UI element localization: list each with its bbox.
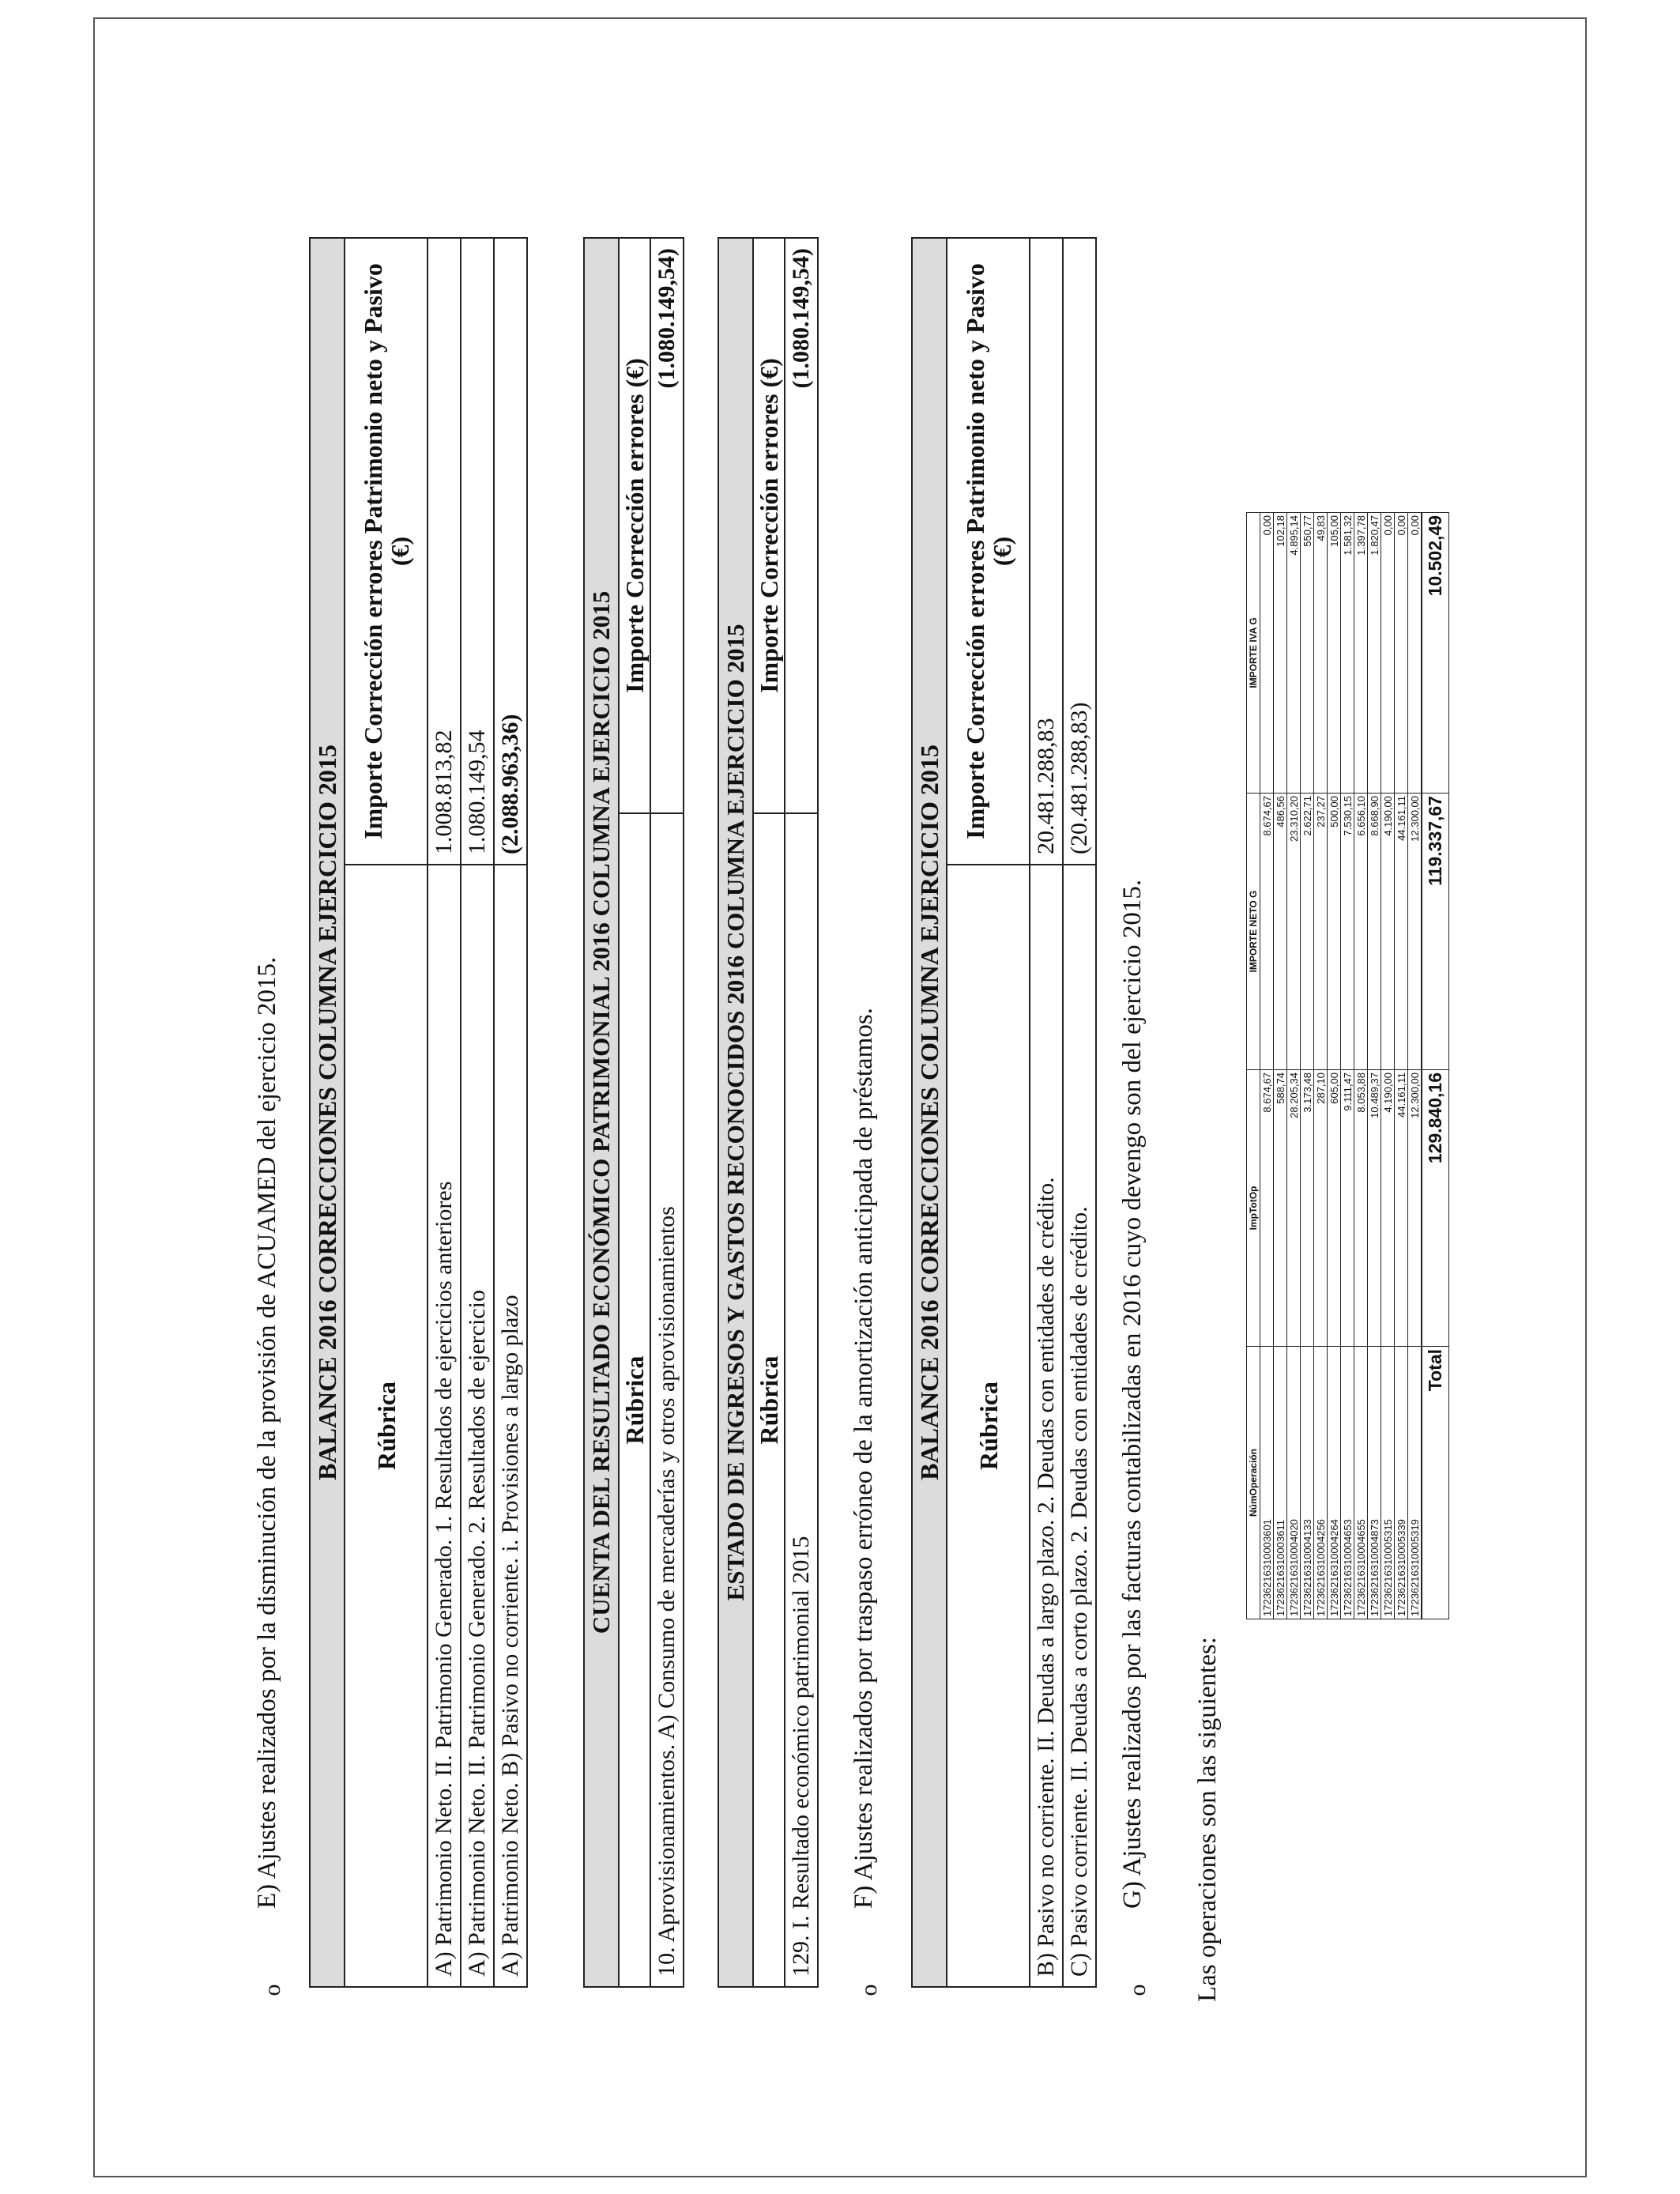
ops-cell-numoperacion: 17236216310004256: [1314, 1347, 1328, 1619]
ops-total-imptotop: 129.840,16: [1422, 1070, 1449, 1347]
col-header-importe: Importe Corrección errores (€): [753, 238, 785, 813]
ops-header-imptotop: ImpTotOp: [1247, 1070, 1260, 1347]
ops-cell-amount: 6.656,10: [1354, 794, 1368, 1070]
ops-cell-amount: 102,18: [1274, 513, 1287, 794]
ops-cell-amount: 10.489,37: [1368, 1070, 1381, 1347]
ops-table-row: [1368, 513, 1381, 1619]
ops-cell-numoperacion: 17236216310004653: [1341, 1347, 1354, 1619]
row-rubrica: C) Pasivo corriente. II. Deudas a corto plazo. 2. Deudas con entidades de crédito.: [1063, 865, 1096, 1987]
ops-cell-amount: 12.300,00: [1408, 794, 1422, 1070]
ops-cell-amount: 0,00: [1395, 513, 1408, 794]
ops-table-row: [1395, 513, 1408, 1619]
ops-cell-numoperacion: 17236216310004873: [1368, 1347, 1381, 1619]
ops-table-row: [1314, 513, 1328, 1619]
ops-cell-amount: 500,00: [1328, 794, 1341, 1070]
ops-total-importe-neto: 119.337,67: [1422, 794, 1449, 1070]
ops-cell-amount: 44.161,11: [1395, 1070, 1408, 1347]
ops-cell-amount: 588,74: [1274, 1070, 1287, 1347]
ops-table-row: [1287, 513, 1301, 1619]
ops-cell-amount: 9.111,47: [1341, 1070, 1354, 1347]
ops-cell-amount: 0,00: [1408, 513, 1422, 794]
ops-total-importe-iva: 10.502,49: [1422, 513, 1449, 794]
section-g-text: G) Ajustes realizados por las facturas contabilizadas en 2016 cuyo devengo son del ejercicio 2015.: [1118, 879, 1147, 1909]
col-header-rubrica: Rúbrica: [753, 813, 785, 1987]
ops-cell-amount: 237,27: [1314, 794, 1328, 1070]
table-title: CUENTA DEL RESULTADO ECONÓMICO PATRIMONIAL 2016 COLUMNA EJERCICIO 2015: [584, 238, 619, 1987]
ops-cell-amount: 0,00: [1381, 513, 1395, 794]
ops-table-row: [1354, 513, 1368, 1619]
ops-table-row: [1274, 513, 1287, 1619]
bullet-e: o: [259, 1984, 285, 1996]
col-header-importe: Importe Corrección errores Patrimonio neto y Pasivo (€): [947, 238, 1030, 865]
col-header-rubrica: Rúbrica: [947, 865, 1030, 1987]
section-e-text: E) Ajustes realizados por la disminución de la provisión de ACUAMED del ejercicio 2015.: [253, 956, 281, 1909]
ops-cell-numoperacion: 17236216310003611: [1274, 1347, 1287, 1619]
bullet-g: o: [1124, 1984, 1151, 1996]
ops-cell-numoperacion: 17236216310004133: [1301, 1347, 1314, 1619]
ops-cell-amount: 28.205,34: [1287, 1070, 1301, 1347]
rotated-page-content: [93, 17, 1587, 2177]
ops-cell-amount: 605,00: [1328, 1070, 1341, 1347]
row-rubrica: B) Pasivo no corriente. II. Deudas a largo plazo. 2. Deudas con entidades de crédito.: [1030, 865, 1063, 1987]
table-title: BALANCE 2016 CORRECCIONES COLUMNA EJERCICIO 2015: [912, 238, 947, 1987]
ops-header-importe-iva: IMPORTE IVA G: [1247, 513, 1260, 794]
ops-table-row: [1341, 513, 1354, 1619]
ops-cell-amount: 1.581,32: [1341, 513, 1354, 794]
row-rubrica: A) Patrimonio Neto. II. Patrimonio Generado. 1. Resultados de ejercicios anteriores: [428, 865, 461, 1987]
row-importe: 1.080.149,54: [461, 238, 494, 865]
ops-cell-numoperacion: 17236216310005339: [1395, 1347, 1408, 1619]
ops-total-label: Total: [1422, 1347, 1449, 1619]
ops-cell-amount: 8.668,90: [1368, 794, 1381, 1070]
row-importe: 1.008.813,82: [428, 238, 461, 865]
ops-cell-amount: 486,56: [1274, 794, 1287, 1070]
section-g-intro: Las operaciones son las siguientes:: [1193, 1637, 1222, 2002]
row-rubrica: 10. Aprovisionamientos. A) Consumo de mercaderías y otros aprovisionamientos: [650, 813, 684, 1987]
col-header-rubrica: Rúbrica: [345, 865, 428, 1987]
ops-table-row: [1301, 513, 1314, 1619]
ops-cell-amount: 0,00: [1260, 513, 1274, 794]
ops-cell-numoperacion: 17236216310004020: [1287, 1347, 1301, 1619]
ops-header-numoperacion: NúmOperación: [1247, 1347, 1260, 1619]
row-rubrica: A) Patrimonio Neto. II. Patrimonio Generado. 2. Resultados de ejercicio: [461, 865, 494, 1987]
ops-cell-amount: 287,10: [1314, 1070, 1328, 1347]
col-header-importe: Importe Corrección errores Patrimonio neto y Pasivo (€): [345, 238, 428, 865]
ops-table-row: [1381, 513, 1395, 1619]
ops-cell-amount: 1.820,47: [1368, 513, 1381, 794]
ops-cell-amount: 3.173,48: [1301, 1070, 1314, 1347]
table-balance-e: [309, 237, 528, 1988]
table-cuenta-resultado: [583, 237, 684, 1988]
col-header-importe: Importe Corrección errores (€): [619, 238, 650, 813]
table-balance-f: [911, 237, 1097, 1988]
ops-cell-amount: 49,83: [1314, 513, 1328, 794]
ops-cell-numoperacion: 17236216310003601: [1260, 1347, 1274, 1619]
ops-cell-numoperacion: 17236216310005319: [1408, 1347, 1422, 1619]
operations-table: [1246, 512, 1449, 1619]
table-title: ESTADO DE INGRESOS Y GASTOS RECONOCIDOS 2016 COLUMNA EJERCICIO 2015: [718, 238, 753, 1987]
ops-cell-amount: 4.190,00: [1381, 1070, 1395, 1347]
ops-cell-amount: 8.053,88: [1354, 1070, 1368, 1347]
bullet-f: o: [856, 1984, 882, 1996]
ops-table-row: [1260, 513, 1274, 1619]
ops-cell-amount: 4.190,00: [1381, 794, 1395, 1070]
ops-cell-numoperacion: 17236216310004655: [1354, 1347, 1368, 1619]
ops-cell-amount: 2.622,71: [1301, 794, 1314, 1070]
ops-table-row: [1408, 513, 1422, 1619]
table-estado-ingresos: [718, 237, 819, 1988]
col-header-rubrica: Rúbrica: [619, 813, 650, 1987]
row-rubrica: 129. I. Resultado económico patrimonial 2015: [785, 813, 818, 1987]
row-rubrica: A) Patrimonio Neto. B) Pasivo no corriente. i. Provisiones a largo plazo: [494, 865, 527, 1987]
table-title: BALANCE 2016 CORRECCIONES COLUMNA EJERCICIO 2015: [310, 238, 345, 1987]
ops-cell-amount: 8.674,67: [1260, 1070, 1274, 1347]
ops-cell-amount: 12.300,00: [1408, 1070, 1422, 1347]
ops-cell-amount: 44.161,11: [1395, 794, 1408, 1070]
row-importe: 20.481.288,83: [1030, 238, 1063, 865]
ops-cell-amount: 7.530,15: [1341, 794, 1354, 1070]
ops-cell-numoperacion: 17236216310005315: [1381, 1347, 1395, 1619]
ops-header-importe-neto: IMPORTE NETO G: [1247, 794, 1260, 1070]
row-importe: (1.080.149,54): [650, 238, 684, 813]
ops-cell-amount: 105,00: [1328, 513, 1341, 794]
ops-cell-numoperacion: 17236216310004264: [1328, 1347, 1341, 1619]
row-importe: (1.080.149,54): [785, 238, 818, 813]
section-f-text: F) Ajustes realizados por traspaso erróneo de la amortización anticipada de préstamos.: [849, 1008, 878, 1909]
row-importe: (2.088.963,36): [494, 238, 527, 865]
ops-cell-amount: 8.674,67: [1260, 794, 1274, 1070]
ops-cell-amount: 4.895,14: [1287, 513, 1301, 794]
row-importe: (20.481.288,83): [1063, 238, 1096, 865]
ops-cell-amount: 550,77: [1301, 513, 1314, 794]
ops-cell-amount: 23.310,20: [1287, 794, 1301, 1070]
ops-cell-amount: 1.397,78: [1354, 513, 1368, 794]
ops-table-row: [1328, 513, 1341, 1619]
